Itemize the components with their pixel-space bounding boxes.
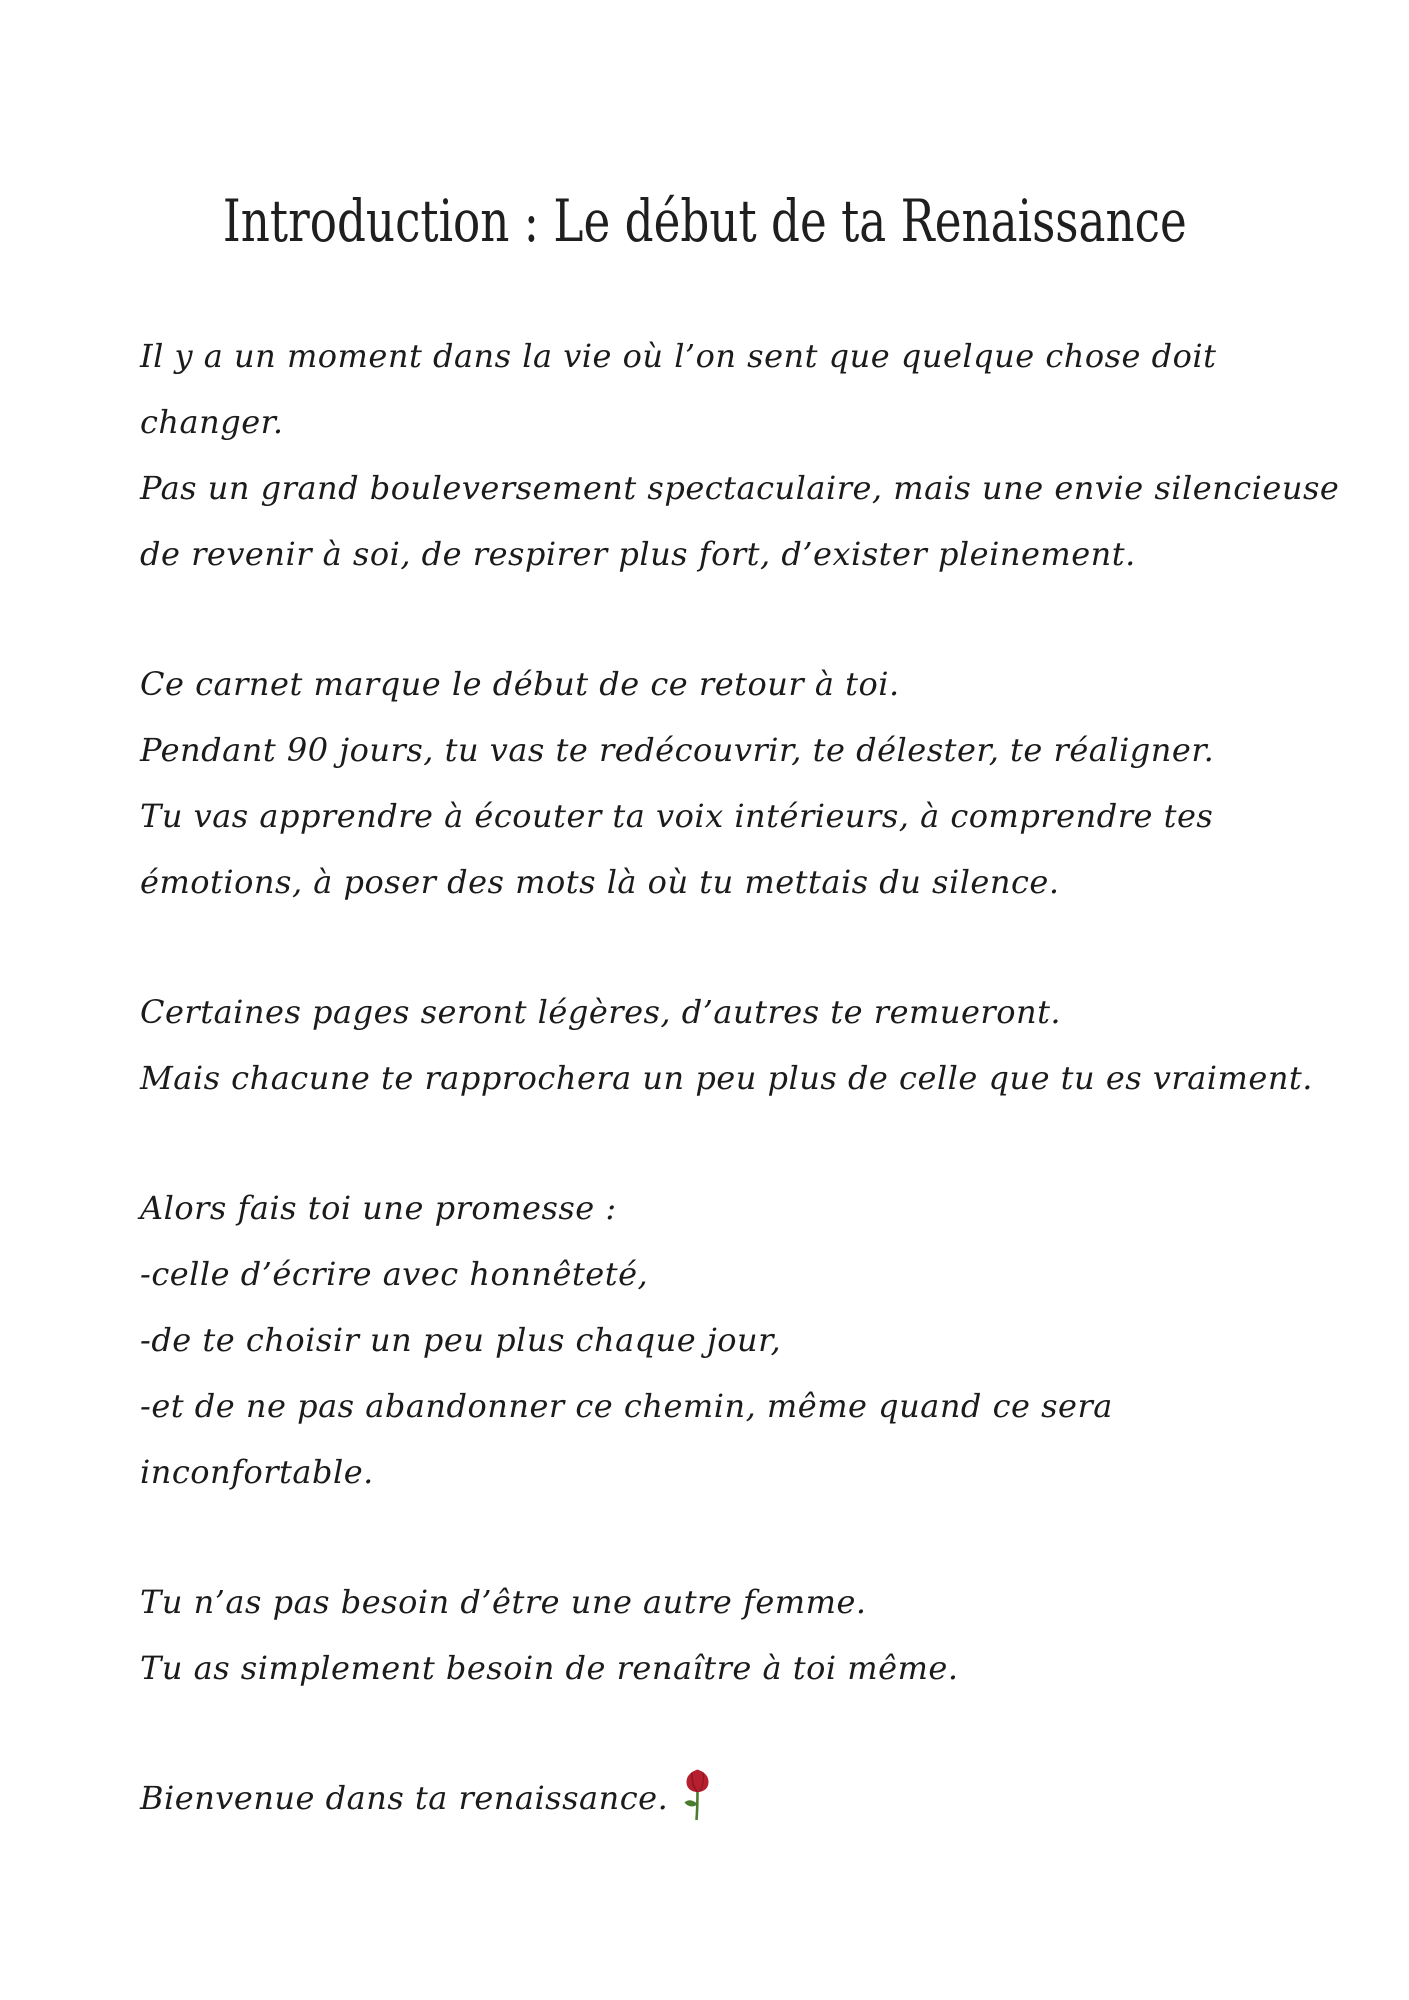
page-body bbox=[0, 323, 1409, 1843]
paragraph bbox=[140, 323, 1359, 587]
closing-line bbox=[140, 1765, 1359, 1843]
text-line: inconfortable. bbox=[140, 1453, 374, 1491]
closing-text: Bienvenue dans ta renaissance. bbox=[140, 1779, 669, 1817]
paragraph bbox=[140, 1175, 1359, 1505]
text-line: -et de ne pas abandonner ce chemin, même quand ce sera bbox=[140, 1387, 1113, 1425]
text-line: Certaines pages seront légères, d’autres te remueront. bbox=[140, 993, 1062, 1031]
text-line: Mais chacune te rapprochera un peu plus de celle que tu es vraiment. bbox=[140, 1059, 1313, 1097]
text-line: Ce carnet marque le début de ce retour à toi. bbox=[140, 665, 900, 703]
rose-icon bbox=[684, 1769, 711, 1843]
text-line: émotions, à poser des mots là où tu mettais du silence. bbox=[140, 863, 1060, 901]
text-line bbox=[140, 1765, 1359, 1843]
paragraph bbox=[140, 1569, 1359, 1701]
text-line: de revenir à soi, de respirer plus fort, d’exister pleinement. bbox=[140, 535, 1136, 573]
text-line: Il y a un moment dans la vie où l’on sent que quelque chose doit bbox=[140, 337, 1217, 375]
rose-leaf bbox=[685, 1800, 698, 1806]
text-line: changer. bbox=[140, 403, 284, 441]
text-line: Alors fais toi une promesse : bbox=[140, 1189, 617, 1227]
text-line: Tu n’as pas besoin d’être une autre femme. bbox=[140, 1583, 867, 1621]
text-line: -celle d’écrire avec honnêteté, bbox=[140, 1255, 649, 1293]
paragraph bbox=[140, 651, 1359, 915]
text-line: Pas un grand bouleversement spectaculaire, mais une envie silencieuse bbox=[140, 469, 1340, 507]
paragraph bbox=[140, 979, 1359, 1111]
page-title bbox=[0, 0, 1409, 256]
text-line: Tu as simplement besoin de renaître à toi même. bbox=[140, 1649, 959, 1687]
rose-bud bbox=[687, 1770, 709, 1793]
text-line: Tu vas apprendre à écouter ta voix intérieurs, à comprendre tes bbox=[140, 797, 1214, 835]
text-line: -de te choisir un peu plus chaque jour, bbox=[140, 1321, 782, 1359]
paragraphs-container bbox=[140, 323, 1359, 1701]
page-title-text: Introduction : Le début de ta Renaissance bbox=[222, 187, 1187, 255]
text-line: Pendant 90 jours, tu vas te redécouvrir, te délester, te réaligner. bbox=[140, 731, 1215, 769]
